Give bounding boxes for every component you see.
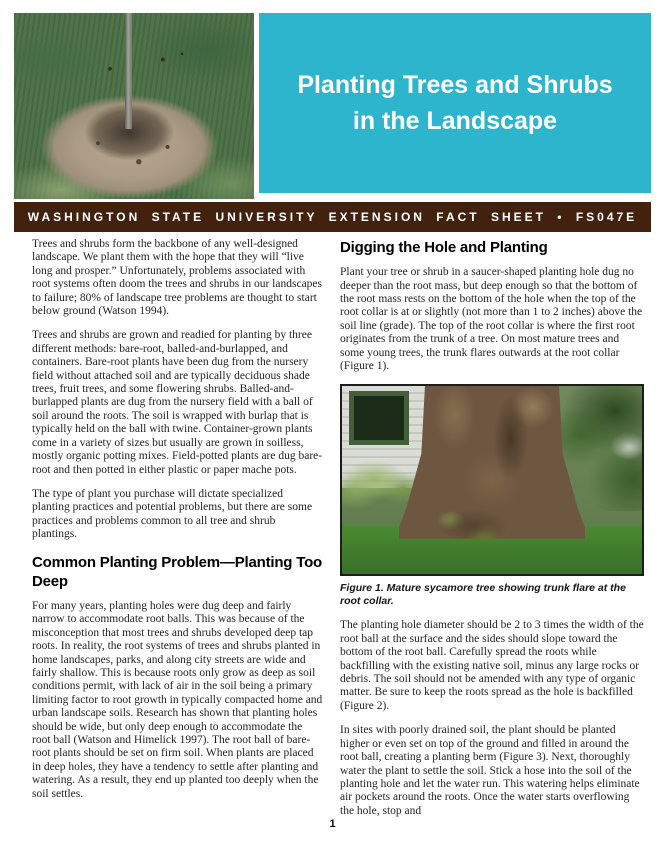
- figure-1-caption: Figure 1. Mature sycamore tree showing trunk flare at the root collar.: [340, 582, 626, 608]
- paragraph-intro: Trees and shrubs form the backbone of any well-designed landscape. We plant them with the hope that they will “live long and prosper.” Unfortunately, problems associated with root systems often doom the trees and shrubs in our landscapes to failure; 80% of landscape tree problems are thought to start below ground (Watson 1994).: [32, 238, 322, 318]
- soil-texture-decoration: [14, 13, 254, 199]
- paragraph-plant-type: The type of plant you purchase will dictate specialized planting practices and potential problems, but there are some practices and problems common to all tree and shrub plantings.: [32, 487, 313, 541]
- newly-planted-tree-photo: [14, 13, 254, 199]
- left-column: [32, 238, 323, 812]
- sapling-trunk-decoration: [125, 13, 132, 129]
- paragraph-poorly-drained: In sites with poorly drained soil, the plant should be planted higher or even set on top of the ground and filled in around the root ball, creating a planting berm (Figure 3). Next, thoroughly water the plant to settle the soil. Stick a hose into the soil of the planting hole and let the water run. This watering helps eliminate air pockets around the roots. Once the water starts overflowing the hole, stop and: [340, 724, 640, 817]
- title-banner: [259, 13, 651, 193]
- page-title-line2: in the Landscape: [352, 107, 558, 135]
- house-window-decoration: [349, 391, 409, 445]
- sycamore-trunk-decoration: [399, 384, 585, 538]
- paragraph-hole-diameter: The planting hole diameter should be 2 to 3 times the width of the root ball at the surface and the sides should slope toward the bottom of the root ball. Carefully spread the roots while backfilling with the existing native soil, minus any large rocks or debris. The soil should not be amended with any type of organic matter. Be sure to keep the roots spread as the hole is backfilled (Figure 2).: [340, 619, 644, 712]
- page-title: [297, 67, 612, 140]
- page-number: 1: [329, 818, 336, 830]
- paragraph-saucer-hole: Plant your tree or shrub in a saucer-shaped planting hole dug no deeper than the root mass, but deep enough so that the bottom of the root mass rests on the bottom of the hole when the top of the root collar is at or slightly (not more than 1 to 2 inches) above the soil line (grade). The top of the root collar is where the first root originates from the trunk of a tree. On most mature trees and some young trees, the trunk flares outwards at the root collar (Figure 1).: [340, 266, 643, 373]
- right-column: [340, 238, 646, 829]
- figure-1-photo: [340, 384, 644, 576]
- publication-banner: WASHINGTON STATE UNIVERSITY EXTENSION FACT SHEET • FS047E: [14, 202, 651, 232]
- heading-common-planting-problem: Common Planting Problem—Planting Too Deep: [32, 553, 323, 590]
- paragraph-methods: Trees and shrubs are grown and readied for planting by three different methods: bare-root, balled-and-burlapped, and containers. Bare-root plants have been dug from the nursery field without attached soil and are typically deciduous shade trees, fruit trees, and some flowering shrubs. Balled-and-burlapped plants are dug from the nursery field with a ball of soil around the roots. The soil is wrapped with burlap that is typically held on the ball with twine. Container-grown plants come in a variety of sizes but usually are grown in soilless, mostly organic potting mixes. Field-potted plants are dug bare-root and then potted in either plastic or paper mache pots.: [32, 329, 323, 476]
- heading-digging-the-hole: Digging the Hole and Planting: [340, 239, 548, 256]
- page-title-line1: Planting Trees and Shrubs: [297, 70, 613, 99]
- paragraph-too-deep: For many years, planting holes were dug deep and fairly narrow to accommodate root balls. This was because of the misconception that most trees and shrubs developed deep tap roots. In reality, the root systems of trees and shrubs planted in home landscapes, parks, and along city streets are wide and fairly shallow. This is because roots only grow as deep as soil conditions permit, with lack of air in the soil being a primary limiting factor to root growth in typically compacted home and urban landscape soils. Research has shown that planting holes should be wide, but only deep enough to accommodate the root ball (Watson and Himelick 1997). The root ball of bare-root plants should be set on firm soil. When plants are placed in deep holes, they have a tendency to settle after planting and watering. As a result, they end up planted too deeply when the soil settles.: [32, 599, 323, 800]
